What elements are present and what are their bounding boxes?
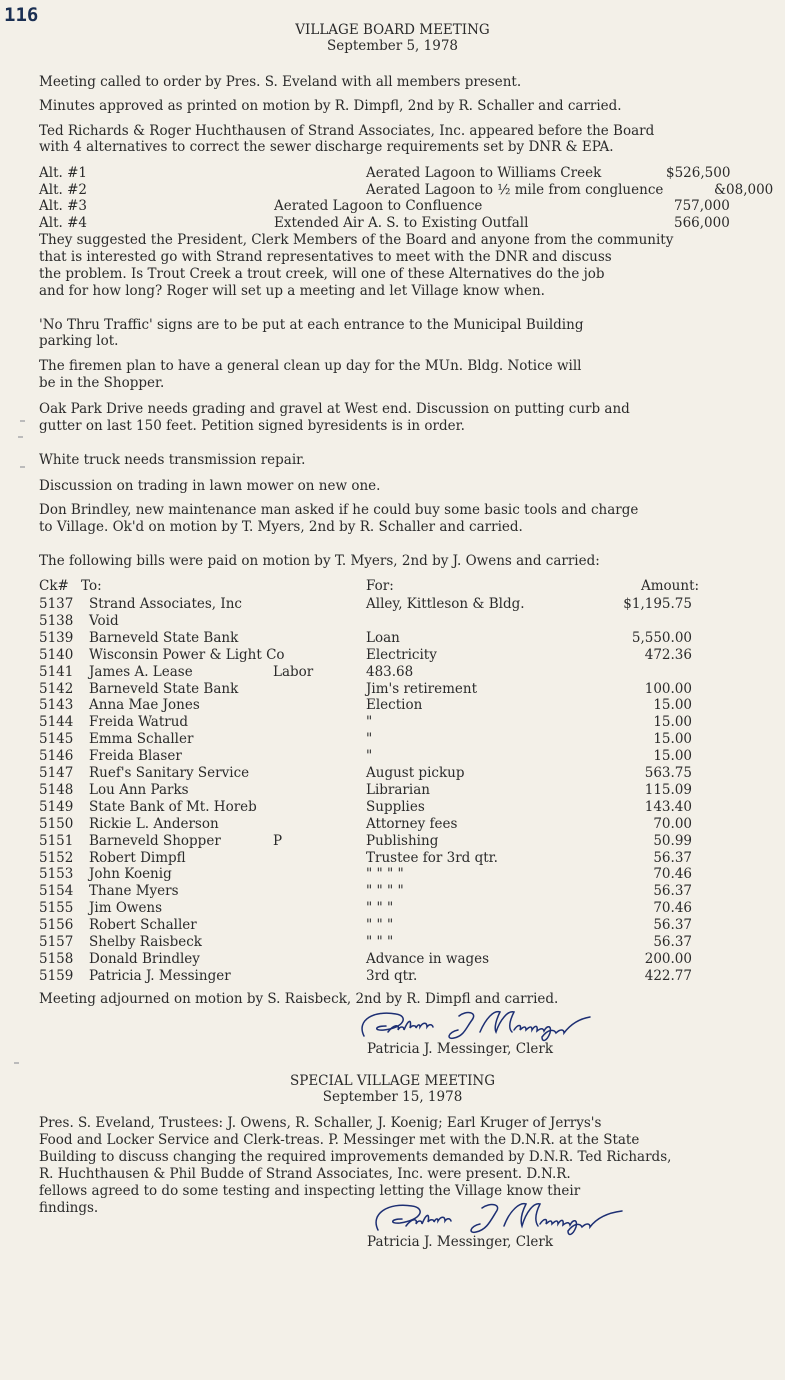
bill-amount: 15.00 bbox=[653, 748, 692, 764]
bill-purpose: Advance in wages bbox=[366, 951, 490, 967]
special-meeting-title: SPECIAL VILLAGE MEETING bbox=[289, 1073, 495, 1089]
bill-check-number: 5145 bbox=[39, 731, 74, 747]
bill-amount: 5,550.00 bbox=[631, 630, 692, 646]
bill-check-number: 5149 bbox=[39, 799, 74, 815]
special-meeting-line: fellows agreed to do some testing and inspecting letting the Village know their bbox=[39, 1183, 581, 1199]
bill-amount: 15.00 bbox=[653, 697, 692, 713]
bill-amount: 56.37 bbox=[653, 883, 692, 899]
bill-payee: Anna Mae Jones bbox=[89, 697, 200, 713]
bill-check-number: 5151 bbox=[39, 833, 74, 849]
alt-desc: Extended Air A. S. to Existing Outfall bbox=[274, 215, 529, 231]
alt-amount: 757,000 bbox=[674, 198, 730, 214]
clerk-signature bbox=[354, 1004, 619, 1042]
bill-payee: Freida Watrud bbox=[89, 714, 189, 730]
paragraph-oak-park: Oak Park Drive needs grading and gravel at West end. Discussion on putting curb and bbox=[39, 401, 630, 417]
bill-payee: Patricia J. Messinger bbox=[89, 968, 231, 984]
paragraph-suggestion-line: that is interested go with Strand representatives to meet with the DNR and discuss bbox=[39, 249, 612, 265]
special-meeting-date: September 15, 1978 bbox=[322, 1089, 463, 1105]
bill-purpose: " " " " bbox=[366, 866, 404, 882]
bill-amount: 50.99 bbox=[653, 833, 692, 849]
alt-desc: Aerated Lagoon to Williams Creek bbox=[366, 165, 602, 181]
bill-purpose: " bbox=[366, 748, 373, 764]
special-meeting-line: R. Huchthausen & Phil Budde of Strand Associates, Inc. were present. D.N.R. bbox=[39, 1166, 571, 1182]
special-meeting-line: Food and Locker Service and Clerk-treas. P. Messinger met with the D.N.R. at the State bbox=[39, 1132, 640, 1148]
paragraph-minutes: Minutes approved as printed on motion by R. Dimpfl, 2nd by R. Schaller and carried. bbox=[39, 98, 622, 114]
alt-label: Alt. #2 bbox=[39, 182, 87, 198]
bill-check-number: 5148 bbox=[39, 782, 74, 798]
bill-check-number: 5147 bbox=[39, 765, 74, 781]
bill-purpose: " " " bbox=[366, 934, 394, 950]
bill-check-number: 5140 bbox=[39, 647, 74, 663]
bill-purpose: " " " " bbox=[366, 883, 404, 899]
bill-check-number: 5155 bbox=[39, 900, 74, 916]
bill-purpose: " " " bbox=[366, 917, 394, 933]
bill-payee: Donald Brindley bbox=[89, 951, 200, 967]
bill-purpose: " bbox=[366, 714, 373, 730]
paragraph-brindley: to Village. Ok'd on motion by T. Myers, 2nd by R. Schaller and carried. bbox=[39, 519, 523, 535]
bill-amount: 115.09 bbox=[644, 782, 692, 798]
bill-purpose: Election bbox=[366, 697, 423, 713]
bills-header-amount: Amount: bbox=[641, 578, 700, 594]
paragraph-adjourned: Meeting adjourned on motion by S. Raisbeck, 2nd by R. Dimpfl and carried. bbox=[39, 991, 559, 1007]
alt-desc: Aerated Lagoon to ½ mile from congluence bbox=[366, 182, 664, 198]
bill-payee: Barneveld State Bank bbox=[89, 630, 239, 646]
bill-payee: Rickie L. Anderson bbox=[89, 816, 219, 832]
bill-purpose: August pickup bbox=[366, 765, 465, 781]
bill-purpose: Librarian bbox=[366, 782, 430, 798]
paragraph-firemen: The firemen plan to have a general clean up day for the MUn. Bldg. Notice will bbox=[39, 358, 582, 374]
bill-check-number: 5159 bbox=[39, 968, 74, 984]
special-meeting-line: findings. bbox=[39, 1200, 99, 1216]
bill-amount: 143.40 bbox=[644, 799, 692, 815]
bill-payee: Jim Owens bbox=[89, 900, 163, 916]
bill-purpose: Alley, Kittleson & Bldg. bbox=[366, 596, 525, 612]
alt-label: Alt. #3 bbox=[39, 198, 87, 214]
bill-purpose: Attorney fees bbox=[366, 816, 458, 832]
bill-check-number: 5158 bbox=[39, 951, 74, 967]
bill-check-number: 5157 bbox=[39, 934, 74, 950]
bill-payee: Barneveld State Bank bbox=[89, 681, 239, 697]
bill-amount: 200.00 bbox=[644, 951, 692, 967]
scan-mark bbox=[18, 436, 23, 438]
bill-check-number: 5150 bbox=[39, 816, 74, 832]
bill-check-number: 5144 bbox=[39, 714, 74, 730]
bill-payee: Strand Associates, Inc bbox=[89, 596, 242, 612]
paragraph-mower: Discussion on trading in lawn mower on new one. bbox=[39, 478, 381, 494]
paragraph-strand-line: Ted Richards & Roger Huchthausen of Strand Associates, Inc. appeared before the Board bbox=[39, 123, 655, 139]
bill-payee: Shelby Raisbeck bbox=[89, 934, 202, 950]
bill-payee: Void bbox=[89, 613, 119, 629]
special-meeting-line: Building to discuss changing the required improvements demanded by D.N.R. Ted Richards, bbox=[39, 1149, 672, 1165]
paragraph-traffic-signs: parking lot. bbox=[39, 333, 119, 349]
bill-amount: 100.00 bbox=[644, 681, 692, 697]
scan-mark bbox=[14, 1062, 19, 1064]
bill-amount: 56.37 bbox=[653, 850, 692, 866]
paragraph-traffic-signs: 'No Thru Traffic' signs are to be put at each entrance to the Municipal Building bbox=[39, 317, 584, 333]
bill-purpose: Electricity bbox=[366, 647, 437, 663]
bill-purpose: Publishing bbox=[366, 833, 439, 849]
special-meeting-line: Pres. S. Eveland, Trustees: J. Owens, R. Schaller, J. Koenig; Earl Kruger of Jerrys's bbox=[39, 1115, 602, 1131]
bill-note: Labor bbox=[273, 664, 314, 680]
bill-payee: Freida Blaser bbox=[89, 748, 182, 764]
bill-purpose: " bbox=[366, 731, 373, 747]
alt-amount: &08,000 bbox=[714, 182, 774, 198]
bills-header-for: For: bbox=[366, 578, 394, 594]
scan-mark bbox=[20, 420, 25, 422]
bill-check-number: 5146 bbox=[39, 748, 74, 764]
page-number: 116 bbox=[4, 4, 39, 26]
bill-purpose: Jim's retirement bbox=[366, 681, 477, 697]
bill-note: P bbox=[273, 833, 283, 849]
bill-amount: 15.00 bbox=[653, 731, 692, 747]
bill-amount: 15.00 bbox=[653, 714, 692, 730]
bill-purpose: " " " bbox=[366, 900, 394, 916]
bill-payee: Emma Schaller bbox=[89, 731, 194, 747]
bill-check-number: 5152 bbox=[39, 850, 74, 866]
bill-amount: 56.37 bbox=[653, 917, 692, 933]
bill-amount: $1,195.75 bbox=[623, 596, 692, 612]
meeting-title: VILLAGE BOARD MEETING bbox=[295, 22, 490, 38]
alt-label: Alt. #1 bbox=[39, 165, 87, 181]
bill-check-number: 5142 bbox=[39, 681, 74, 697]
paragraph-truck: White truck needs transmission repair. bbox=[39, 452, 306, 468]
alt-amount: 566,000 bbox=[674, 215, 730, 231]
bill-payee: Wisconsin Power & Light Co bbox=[89, 647, 285, 663]
bill-check-number: 5154 bbox=[39, 883, 74, 899]
paragraph-brindley: Don Brindley, new maintenance man asked if he could buy some basic tools and charge bbox=[39, 502, 639, 518]
paragraph-firemen: be in the Shopper. bbox=[39, 375, 165, 391]
bill-amount: 422.77 bbox=[644, 968, 692, 984]
paragraph-suggestion-line: They suggested the President, Clerk Members of the Board and anyone from the community bbox=[39, 232, 674, 248]
paragraph-call-to-order: Meeting called to order by Pres. S. Eveland with all members present. bbox=[39, 74, 522, 90]
alt-label: Alt. #4 bbox=[39, 215, 87, 231]
paragraph-suggestion-line: the problem. Is Trout Creek a trout creek, will one of these Alternatives do the job bbox=[39, 266, 605, 282]
paragraph-oak-park: gutter on last 150 feet. Petition signed byresidents is in order. bbox=[39, 418, 465, 434]
paragraph-suggestion-line: and for how long? Roger will set up a meeting and let Village know when. bbox=[39, 283, 545, 299]
bill-check-number: 5137 bbox=[39, 596, 74, 612]
alt-amount: $526,500 bbox=[666, 165, 731, 181]
bill-payee: State Bank of Mt. Horeb bbox=[89, 799, 257, 815]
paragraph-strand-line: with 4 alternatives to correct the sewer discharge requirements set by DNR & EPA. bbox=[39, 139, 614, 155]
bill-check-number: 5138 bbox=[39, 613, 74, 629]
clerk-signature-name: Patricia J. Messinger, Clerk bbox=[367, 1041, 554, 1057]
bill-payee: Robert Schaller bbox=[89, 917, 197, 933]
bill-amount: 472.36 bbox=[644, 647, 692, 663]
bill-payee: James A. Lease bbox=[89, 664, 193, 680]
clerk-signature bbox=[370, 1196, 660, 1236]
paragraph-bills-intro: The following bills were paid on motion by T. Myers, 2nd by J. Owens and carried: bbox=[39, 553, 600, 569]
bill-purpose: 483.68 bbox=[366, 664, 414, 680]
bill-amount: 56.37 bbox=[653, 934, 692, 950]
bill-purpose: Trustee for 3rd qtr. bbox=[366, 850, 498, 866]
bill-purpose: Supplies bbox=[366, 799, 425, 815]
bill-payee: Barneveld Shopper bbox=[89, 833, 221, 849]
bills-header-to: To: bbox=[81, 578, 102, 594]
bill-amount: 70.46 bbox=[653, 866, 692, 882]
bill-payee: Robert Dimpfl bbox=[89, 850, 186, 866]
bill-check-number: 5156 bbox=[39, 917, 74, 933]
bill-check-number: 5153 bbox=[39, 866, 74, 882]
bill-check-number: 5141 bbox=[39, 664, 74, 680]
alt-desc: Aerated Lagoon to Confluence bbox=[274, 198, 483, 214]
bill-payee: John Koenig bbox=[89, 866, 172, 882]
bill-check-number: 5143 bbox=[39, 697, 74, 713]
bill-amount: 70.46 bbox=[653, 900, 692, 916]
bill-amount: 563.75 bbox=[644, 765, 692, 781]
bill-purpose: Loan bbox=[366, 630, 400, 646]
meeting-date: September 5, 1978 bbox=[327, 38, 458, 54]
bills-header-ck: Ck# bbox=[39, 578, 69, 594]
bill-payee: Lou Ann Parks bbox=[89, 782, 189, 798]
bill-amount: 70.00 bbox=[653, 816, 692, 832]
bill-payee: Thane Myers bbox=[89, 883, 179, 899]
scan-mark bbox=[20, 466, 25, 468]
bill-check-number: 5139 bbox=[39, 630, 74, 646]
bill-payee: Ruef's Sanitary Service bbox=[89, 765, 250, 781]
bill-purpose: 3rd qtr. bbox=[366, 968, 418, 984]
clerk-signature-name: Patricia J. Messinger, Clerk bbox=[367, 1234, 554, 1250]
